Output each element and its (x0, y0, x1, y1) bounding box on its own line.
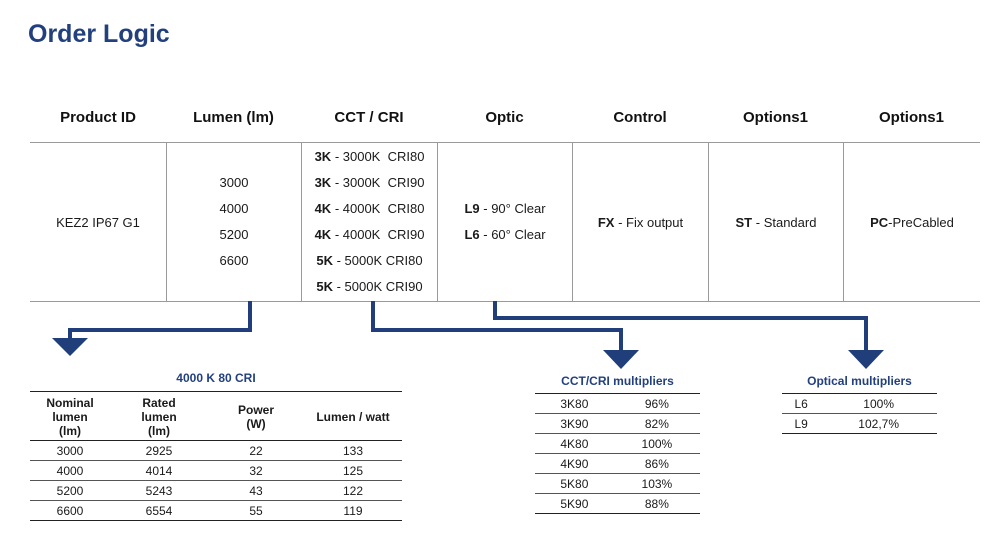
table-row (535, 414, 700, 434)
lumen-option: 3000 (219, 175, 249, 190)
cct-code: 3K (314, 149, 332, 164)
table-cell: 100% (614, 434, 700, 454)
table-cell: 32 (208, 461, 304, 481)
header-control: Control (613, 109, 667, 126)
table-row (782, 394, 937, 414)
table-cell: 43 (208, 481, 304, 501)
optical-multipliers-table (782, 374, 937, 434)
table-cell: 4K90 (535, 454, 614, 474)
table-cell: L6 (782, 394, 820, 414)
table-row (30, 461, 402, 481)
lumen-col-rated (110, 392, 208, 441)
lumen-option: 5200 (219, 227, 249, 242)
table-cell: 5K90 (535, 494, 614, 514)
table-cell: 125 (304, 461, 402, 481)
table-row (535, 474, 700, 494)
table-cell: 103% (614, 474, 700, 494)
lumen-col-nominal (30, 392, 110, 441)
optic-arrow-head (848, 350, 884, 369)
lumen-col-efficacy (304, 392, 402, 441)
cct-desc: - 5000K CRI90 (333, 279, 423, 294)
table-cell: 6554 (110, 501, 208, 521)
table-cell: 96% (614, 394, 700, 414)
table-row (30, 481, 402, 501)
table-cell: 4K80 (535, 434, 614, 454)
lumen-col-power (208, 392, 304, 441)
header-line: lumen (141, 410, 177, 424)
table-cell: 5200 (30, 481, 110, 501)
options1-desc: - Standard (752, 214, 817, 230)
optic-desc: - 90° Clear (479, 201, 546, 216)
cct-multipliers-table (535, 374, 700, 514)
table-cell: 3K90 (535, 414, 614, 434)
cct-multipliers-title: CCT/CRI multipliers (561, 374, 674, 388)
cct-desc: - 3000K CRI90 (331, 175, 425, 190)
header-options-1: Options1 (742, 109, 808, 126)
table-cell: 82% (614, 414, 700, 434)
options2-code: PC (870, 214, 889, 230)
header-line: Lumen / watt (316, 410, 390, 424)
optical-multipliers-title: Optical multipliers (807, 374, 912, 388)
table-cell: 86% (614, 454, 700, 474)
lumen-option: 6600 (219, 253, 249, 268)
lumen-option: 4000 (219, 201, 249, 216)
table-row (535, 394, 700, 414)
optic-connector-line (495, 301, 866, 352)
cct-code: 5K (316, 253, 333, 268)
table-cell: 3000 (30, 441, 110, 461)
table-row (535, 434, 700, 454)
header-line: Rated (142, 396, 176, 410)
cct-desc: - 3000K CRI80 (331, 149, 425, 164)
header-line: (W) (246, 417, 266, 431)
cct-code: 4K (314, 227, 332, 242)
table-cell: 122 (304, 481, 402, 501)
table-row (535, 454, 700, 474)
table-cell: L9 (782, 414, 820, 434)
table-cell: 6600 (30, 501, 110, 521)
cct-code: 4K (314, 201, 332, 216)
cct-desc: - 5000K CRI80 (333, 253, 423, 268)
table-cell: 88% (614, 494, 700, 514)
table-cell: 3K80 (535, 394, 614, 414)
page-title: Order Logic (28, 20, 170, 48)
lumen-table-title: 4000 K 80 CRI (176, 371, 256, 385)
header-line: (lm) (148, 424, 170, 438)
product-id-value: KEZ2 IP67 G1 (56, 214, 140, 230)
lumen-connector-line (70, 301, 250, 340)
table-cell: 5K80 (535, 474, 614, 494)
header-product-id: Product ID (60, 109, 136, 126)
header-line: Power (237, 403, 274, 417)
cct-desc: - 4000K CRI90 (331, 227, 425, 242)
table-cell: 133 (304, 441, 402, 461)
table-cell: 55 (208, 501, 304, 521)
table-row (30, 501, 402, 521)
table-cell: 2925 (110, 441, 208, 461)
control-code: FX (597, 214, 615, 230)
table-cell: 4014 (110, 461, 208, 481)
header-options-2: Options1 (878, 109, 944, 126)
table-cell: 22 (208, 441, 304, 461)
options1-code: ST (735, 214, 753, 230)
table-cell: 102,7% (820, 414, 937, 434)
header-cct-cri: CCT / CRI (334, 109, 404, 126)
cct-arrow-head (603, 350, 639, 369)
table-cell: 5243 (110, 481, 208, 501)
table-cell: 119 (304, 501, 402, 521)
optic-code: L9 (464, 201, 480, 216)
cct-code: 3K (314, 175, 332, 190)
lumen-arrow-head (52, 338, 88, 356)
lumen-table (30, 371, 402, 521)
optic-desc: - 60° Clear (479, 227, 546, 242)
cct-code: 5K (316, 279, 333, 294)
table-row (782, 414, 937, 434)
header-line: Nominal (46, 396, 94, 410)
header-optic: Optic (485, 109, 524, 126)
table-cell: 100% (820, 394, 937, 414)
options2-desc: -PreCabled (888, 214, 954, 230)
header-lumen: Lumen (lm) (193, 109, 274, 126)
control-desc: - Fix output (614, 214, 684, 230)
table-row (535, 494, 700, 514)
header-line: lumen (52, 410, 88, 424)
header-line: (lm) (59, 424, 81, 438)
cct-desc: - 4000K CRI80 (331, 201, 425, 216)
table-cell: 4000 (30, 461, 110, 481)
table-row (30, 441, 402, 461)
optic-code: L6 (464, 227, 480, 242)
